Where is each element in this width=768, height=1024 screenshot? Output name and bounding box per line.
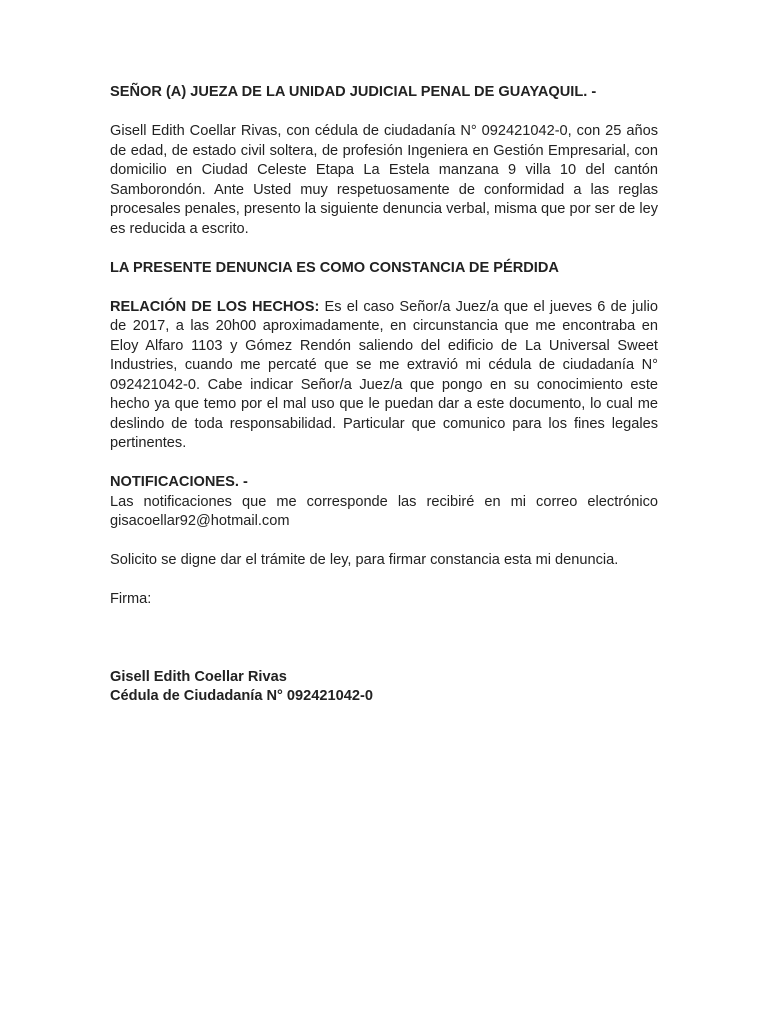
intro-paragraph: Gisell Edith Coellar Rivas, con cédula de ciudadanía N° 092421042-0, con 25 años de edad, de estado civil soltera, de profesión Ingeniera en Gestión Empresarial, con domicilio en Ciudad Celeste Etapa La Estela manzana 9 villa 10 del cantón Samborondón. Ante Usted muy respetuosamente de conformidad a las reglas procesales penales, presento la siguiente denuncia verbal, misma que por ser de ley es reducida a escrito. [110, 123, 658, 237]
spacer [110, 454, 658, 474]
spacer [110, 278, 658, 298]
signer-name: Gisell Edith Coellar Rivas [110, 668, 287, 685]
notifications-paragraph: Las notificaciones que me corresponde las recibiré en mi correo electrónico gisacoellar92@hotmail.com [110, 493, 658, 529]
facts-label: RELACIÓN DE LOS HECHOS: [110, 298, 320, 315]
spacer [110, 571, 658, 591]
request-paragraph: Solicito se digne dar el trámite de ley, para firmar constancia esta mi denuncia. [110, 552, 619, 568]
spacer [110, 532, 658, 552]
signature-space [110, 610, 658, 668]
addressee-heading: SEÑOR (A) JUEZA DE LA UNIDAD JUDICIAL PENAL DE GUAYAQUIL. - [110, 84, 597, 100]
facts-paragraph [110, 298, 658, 454]
spacer [110, 239, 658, 259]
facts-text: Es el caso Señor/a Juez/a que el jueves 6 de julio de 2017, a las 20h00 aproximadamente, en circunstancia que me encontraba en Eloy Alfaro 1103 y Gómez Rendón saliendo del edificio de La Universal Sweet Industries, cuando me percaté que se me extravió mi cédula de ciudadanía N° 092421042-0. Cabe indicar Señor/a Juez/a que pongo en su conocimiento este hecho ya que temo por el mal uso que le puedan dar a este documento, lo cual me deslindo de toda responsabilidad. Particular que comunico para los fines legales pertinentes. [110, 298, 658, 451]
notifications-heading: NOTIFICACIONES. - [110, 474, 248, 490]
spacer [110, 103, 658, 123]
document-page [110, 83, 658, 707]
signature-label: Firma: [110, 591, 152, 607]
signer-id: Cédula de Ciudadanía N° 092421042-0 [110, 688, 373, 704]
denuncia-heading: LA PRESENTE DENUNCIA ES COMO CONSTANCIA DE PÉRDIDA [110, 259, 559, 276]
